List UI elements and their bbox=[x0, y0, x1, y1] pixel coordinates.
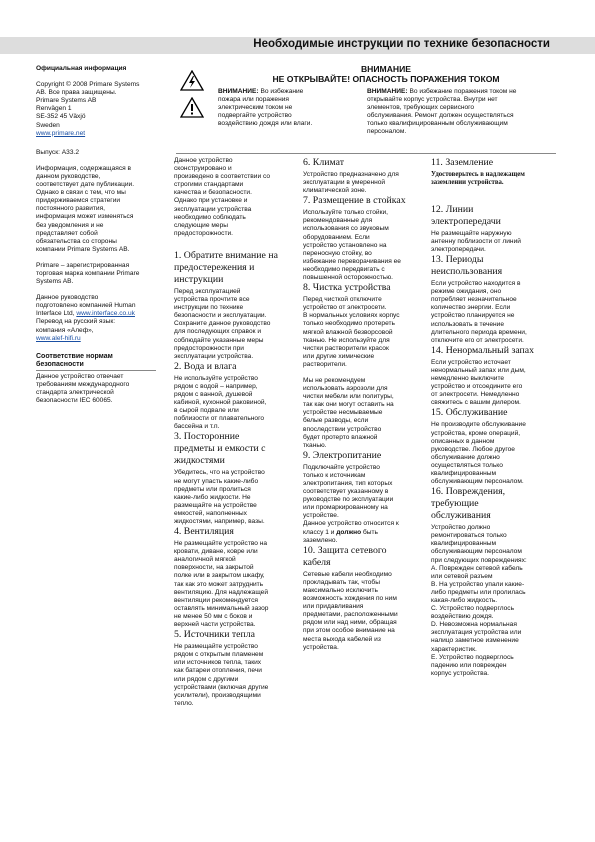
text-line: в сырой подвале или bbox=[174, 407, 239, 415]
text-line: или источников тепла, таких bbox=[174, 659, 262, 667]
prepared-paragraph bbox=[36, 294, 164, 343]
heading-line: неиспользования bbox=[431, 266, 503, 278]
exclamation-warning-icon bbox=[180, 97, 204, 118]
text-line: места выхода кабелей из bbox=[303, 635, 381, 643]
lightning-warning-icon bbox=[180, 70, 204, 91]
section-heading: 8. Чистка устройства bbox=[303, 282, 391, 294]
text-line: какая-либо жидкость. bbox=[431, 597, 498, 604]
text-line: безопасности bbox=[36, 360, 84, 368]
official-info-column bbox=[36, 65, 164, 405]
text-line: Copyright © 2008 Primare Systems bbox=[36, 81, 140, 89]
text-line: потребляет незначительное bbox=[431, 296, 517, 304]
warning-label: ВНИМАНИЕ: bbox=[367, 88, 408, 95]
text-line: или промаркированному на bbox=[303, 504, 388, 512]
text-line: так как они могут оставить на bbox=[303, 401, 394, 409]
text-line: Удостоверьтесь в надлежащем bbox=[431, 171, 525, 178]
text-line: полке или в закрытом шкафу, bbox=[174, 572, 265, 580]
info-paragraph bbox=[36, 165, 164, 254]
text-line: инструкции по технике bbox=[174, 304, 244, 312]
text-line: осуществляться только bbox=[431, 461, 503, 469]
warning-title-line1: ВНИМАНИЕ bbox=[360, 64, 412, 74]
text-line: количество энергии. Если bbox=[431, 304, 511, 312]
text-line: режиме ожидания, оно bbox=[431, 288, 502, 296]
text-line: предметами, расположенными bbox=[303, 611, 398, 619]
release-version: Выпуск: A33.2 bbox=[36, 148, 80, 156]
text-line: пожара или поражения bbox=[218, 96, 289, 104]
section-heading bbox=[174, 431, 294, 467]
text-line: оборудованием. Если bbox=[303, 233, 370, 241]
text-span: быть bbox=[361, 528, 378, 536]
column-3 bbox=[303, 157, 423, 652]
official-info-heading: Официальная информация bbox=[36, 65, 127, 72]
text-line: устройствами (включая другие bbox=[174, 683, 269, 691]
text-line: безопасности и эксплуатации. bbox=[174, 312, 267, 320]
text-line: климатической зоне. bbox=[303, 187, 367, 195]
text-line: Не размещайте устройство bbox=[174, 643, 258, 651]
compliance-paragraph bbox=[36, 373, 164, 405]
section-heading: 9. Электропитание bbox=[303, 449, 382, 461]
warning-left-text bbox=[218, 88, 368, 128]
text-line: сконструировано и bbox=[174, 165, 232, 173]
copyright-block bbox=[36, 81, 164, 138]
section-heading bbox=[431, 486, 557, 522]
heading-line: 1. Обратите внимание на bbox=[174, 249, 278, 261]
text-line: соответствует указанному в bbox=[303, 488, 389, 496]
text-line: воздействию дождя. bbox=[431, 613, 494, 621]
text-line: так как это может затруднить bbox=[174, 580, 264, 588]
heading-line: электропередачи bbox=[431, 215, 501, 227]
text-line: немедленно выключите bbox=[431, 375, 505, 383]
text-line: устройство установлено на bbox=[303, 241, 387, 249]
text-line: воздействию дождя или влаги. bbox=[218, 120, 313, 128]
heading-line: предостережения и bbox=[174, 261, 255, 273]
text-line: использования со звуковым bbox=[303, 225, 389, 233]
text-span: классу 1 и bbox=[303, 528, 337, 536]
text-line: устройства прочтите все bbox=[174, 296, 250, 304]
divider bbox=[36, 370, 156, 371]
section-6 bbox=[303, 157, 423, 195]
text-line: Renvägen 1 bbox=[36, 105, 72, 113]
text-line: растворители. bbox=[303, 360, 347, 368]
section-heading: 11. Заземление bbox=[431, 157, 494, 168]
text-line: С. Устройство подверглось bbox=[431, 605, 515, 613]
text-span: Во избежание bbox=[258, 88, 304, 95]
text-line: вентиляцию. Для надлежащей bbox=[174, 588, 269, 596]
text-line: предосторожности при bbox=[174, 344, 244, 352]
text-line: Е. Устройство подверглось bbox=[431, 653, 514, 661]
text-line: оставлять минимальный зазор bbox=[174, 604, 269, 612]
text-line: эксплуатации в умеренной bbox=[303, 179, 386, 187]
section-heading: 2. Вода и влага bbox=[174, 360, 237, 372]
heading-line: обслуживания bbox=[431, 510, 491, 522]
text-line: устройство планируется не bbox=[431, 312, 515, 320]
text-line: эксплуатация устройства или bbox=[431, 629, 522, 637]
column-2 bbox=[174, 157, 294, 708]
text-line: обслуживание должно bbox=[431, 453, 500, 461]
text-line: В нормальных условиях корпус bbox=[303, 312, 400, 320]
text-line: Primare Systems AB bbox=[36, 97, 97, 105]
text-line: Устройство должно bbox=[431, 524, 491, 532]
text-line: необходимо передвигать с bbox=[303, 265, 385, 273]
section-13 bbox=[431, 254, 557, 345]
text-line: верхней части устройства. bbox=[174, 621, 256, 629]
text-line: рядом или над ними, обращая bbox=[303, 619, 397, 627]
text-line: мягкой влажной безворсовой bbox=[303, 328, 393, 336]
text-line: устройства, кроме операций, bbox=[431, 429, 521, 437]
text-line: использовать аэрозоли для bbox=[303, 385, 388, 393]
section-15 bbox=[431, 407, 557, 486]
text-line: без уведомления и не bbox=[36, 221, 104, 229]
text-line: не менее 50 мм с боков и bbox=[174, 612, 253, 620]
text-line: требованиям международного bbox=[36, 381, 130, 388]
text-line: Данное устройство bbox=[174, 157, 233, 164]
page-title: Необходимые инструкции по технике безопасности bbox=[253, 38, 550, 50]
text-span-bold: должно bbox=[336, 528, 362, 536]
text-span: Во избежание поражения током не bbox=[407, 88, 517, 95]
text-line: Не размещайте наружную bbox=[431, 229, 512, 237]
section-8 bbox=[303, 282, 423, 450]
text-line: прокладывать так, чтобы bbox=[303, 578, 380, 586]
text-line: рядом с ванной, душевой bbox=[174, 390, 253, 398]
text-line: чистки мебели или политуры, bbox=[303, 393, 394, 401]
column-4 bbox=[431, 157, 557, 678]
text-line: D. Невозможна нормальная bbox=[431, 621, 517, 629]
section-heading: 4. Вентиляция bbox=[174, 526, 234, 538]
spacer bbox=[303, 369, 423, 377]
text-line: элементов, требующих сервисного bbox=[367, 104, 475, 112]
section-9 bbox=[303, 450, 423, 545]
text-line: кровати, диване, ковре или bbox=[174, 548, 258, 556]
text-line: компании Primare Systems AB. bbox=[36, 245, 130, 253]
heading-line: жидкостями bbox=[174, 455, 225, 467]
text-line: Sweden bbox=[36, 121, 60, 129]
section-5 bbox=[174, 629, 294, 708]
text-line: максимально исключить bbox=[303, 586, 378, 594]
text-line: жидкостями, например, вазы. bbox=[174, 518, 265, 525]
section-heading: 15. Обслуживание bbox=[431, 407, 508, 419]
text-line: Перед чисткой отключите bbox=[303, 296, 382, 304]
text-line: стандарта электрической bbox=[36, 389, 114, 397]
section-2 bbox=[174, 361, 294, 432]
text-line: эксплуатации устройства bbox=[174, 205, 252, 213]
text-line: Устройство предназначено для bbox=[303, 171, 399, 178]
text-line bbox=[218, 88, 368, 96]
section-1 bbox=[174, 250, 294, 361]
text-line: аналогичной мягкой bbox=[174, 556, 236, 564]
text-line: рекомендованные для bbox=[303, 217, 373, 225]
text-line: тканью. bbox=[303, 441, 327, 449]
section-heading bbox=[174, 250, 294, 286]
section-10 bbox=[303, 545, 423, 652]
text-line: руководстве. Любое другое bbox=[431, 445, 515, 453]
text-line: Перед эксплуатацией bbox=[174, 287, 241, 295]
text-line: налицо заметное изменение bbox=[431, 637, 519, 645]
text-line: Однако в связи с тем, что мы bbox=[36, 189, 126, 197]
text-line: обязательства со стороны bbox=[36, 237, 117, 245]
text-line bbox=[367, 88, 555, 96]
text-line: падению или поврежден bbox=[431, 661, 507, 669]
text-line: соответствует дате публикации. bbox=[36, 181, 135, 189]
text-line: избежание переворачивания ее bbox=[303, 257, 401, 265]
text-line: электрическим током не bbox=[218, 104, 293, 112]
text-line: рядом с открытым пламенем bbox=[174, 651, 264, 659]
text-line: повышенной осторожностью. bbox=[303, 274, 393, 282]
text-line: придерживаемся стратегии bbox=[36, 197, 121, 205]
text-line: описанных в данном bbox=[431, 437, 495, 445]
heading-line: требующие bbox=[431, 498, 479, 510]
text-line: кабиной, кухонной раковиной, bbox=[174, 399, 267, 407]
text-line: длительного периода времени, bbox=[431, 328, 527, 336]
text-line: безопасности IEC 60065. bbox=[36, 397, 113, 405]
warning-title bbox=[216, 64, 556, 84]
text-line: только квалифицированным обслуживающим bbox=[367, 120, 508, 128]
text-line: поверхности, на закрытой bbox=[174, 564, 254, 572]
text-line: Не производите обслуживание bbox=[431, 421, 526, 429]
text-line: устройство и отсоедините его bbox=[431, 383, 523, 391]
text-line: или рядом с другими bbox=[174, 675, 239, 683]
text-line: Данное руководство bbox=[36, 294, 99, 302]
text-line: Подключайте устройство bbox=[303, 463, 380, 471]
heading-line: 12. Линии bbox=[431, 203, 474, 215]
text-line: Перевод на русский язык: bbox=[36, 318, 116, 326]
text-line: только к источникам bbox=[303, 471, 366, 479]
warning-title-line2: НЕ ОТКРЫВАЙТЕ! ОПАСНОСТЬ ПОРАЖЕНИЯ ТОКОМ bbox=[272, 74, 500, 85]
trademark-paragraph bbox=[36, 262, 164, 286]
section-16 bbox=[431, 486, 557, 678]
text-line: данном руководстве, bbox=[36, 172, 101, 180]
section-heading bbox=[431, 254, 557, 278]
text-line: электропередачи. bbox=[431, 246, 486, 253]
text-line: обслуживающим персоналом. bbox=[431, 478, 524, 486]
text-line: руководстве по эксплуатации bbox=[303, 496, 394, 504]
text-line: заземлении устройства. bbox=[431, 179, 504, 187]
text-line: персоналом. bbox=[367, 128, 407, 136]
text-line: Если устройство источает bbox=[431, 358, 511, 366]
text-line: произведено в соответствии со bbox=[174, 173, 271, 181]
text-line: от электросети. Немедленно bbox=[431, 391, 520, 399]
text-line: корпус устройства. bbox=[431, 669, 490, 677]
warning-right-text bbox=[367, 88, 555, 137]
divider bbox=[176, 153, 556, 154]
text-line: белые разводы, если bbox=[303, 417, 369, 425]
text-line: будет протерто влажной bbox=[303, 433, 378, 441]
text-line: Данное устройство отвечает bbox=[36, 372, 124, 380]
text-line: Убедитесь, что на устройство bbox=[174, 469, 265, 477]
text-line: емкостей, наполненных bbox=[174, 509, 247, 517]
text-line: впоследствии устройство bbox=[303, 425, 382, 433]
text-line: Сохраните данное руководство bbox=[174, 320, 271, 328]
text-line: при этом особое внимание на bbox=[303, 627, 395, 635]
text-line: Однако при установке и bbox=[174, 197, 248, 205]
text-line: следующие меры bbox=[174, 221, 228, 229]
section-7 bbox=[303, 195, 423, 282]
text-line: устройстве несмываемые bbox=[303, 409, 383, 417]
text-line: ремонтироваться только bbox=[431, 532, 507, 540]
text-line: или другие химические bbox=[303, 352, 375, 360]
text-line bbox=[303, 529, 423, 537]
text-line: устройства. bbox=[303, 643, 339, 651]
text-line: как батареи отопления, печи bbox=[174, 667, 262, 675]
text-line: не могут упасть какие-либо bbox=[174, 477, 259, 485]
text-line: квалифицированным bbox=[431, 469, 497, 477]
text-line: тепло. bbox=[174, 699, 194, 707]
text-line: Не используйте устройство bbox=[174, 374, 258, 382]
intro-paragraph bbox=[174, 157, 294, 238]
text-line: подготовлено компанией Human bbox=[36, 302, 136, 310]
text-line: либо предметы или пролилась bbox=[431, 588, 526, 596]
section-14 bbox=[431, 345, 557, 408]
heading-line: инструкции bbox=[174, 273, 224, 285]
text-line: переносную стойку, во bbox=[303, 249, 372, 257]
section-heading: 14. Ненормальный запах bbox=[431, 344, 535, 356]
text-line: открывайте корпус устройства. Внутри нет bbox=[367, 96, 498, 104]
text-line: или сетевой разъем bbox=[431, 572, 493, 580]
section-heading bbox=[303, 545, 423, 569]
heading-line: кабеля bbox=[303, 556, 331, 568]
text-span: Interface Ltd, bbox=[36, 310, 77, 318]
text-line: Информация, содержащаяся в bbox=[36, 164, 132, 172]
text-line: подвергайте устройство bbox=[218, 112, 292, 120]
text-line: Сетевые кабели необходимо bbox=[303, 570, 392, 578]
section-heading: 5. Источники тепла bbox=[174, 629, 255, 641]
text-line: Соответствие нормам bbox=[36, 352, 113, 360]
text-line: вентиляции рекомендуется bbox=[174, 596, 258, 604]
text-line: компания «Алеф», bbox=[36, 326, 94, 334]
text-line: SE-352 45 Växjö bbox=[36, 113, 86, 121]
text-line: заземлено. bbox=[303, 536, 338, 544]
text-line: А. Поврежден сетевой кабель bbox=[431, 564, 523, 572]
text-line: антенну поблизости от линий bbox=[431, 237, 521, 245]
text-line: Используйте только стойки, bbox=[303, 209, 388, 217]
text-line: необходимо соблюдать bbox=[174, 213, 246, 221]
text-line: В. На устройство упали какие- bbox=[431, 580, 525, 588]
text-line: ненормальный запах или дым, bbox=[431, 366, 526, 374]
text-line: обслуживания. Ремонт должен осуществляться bbox=[367, 112, 514, 120]
text-line: предосторожности. bbox=[174, 229, 233, 237]
heading-line: предметы и емкости с bbox=[174, 443, 266, 455]
text-line: при следующих повреждениях: bbox=[431, 556, 527, 564]
text-line: предметы или пролиться bbox=[174, 485, 251, 493]
text-line: торговая марка компании Primare bbox=[36, 269, 140, 277]
text-line: соблюдайте указанные меры bbox=[174, 336, 264, 344]
section-heading: 6. Климат bbox=[303, 157, 344, 168]
text-line: представляет собой bbox=[36, 229, 98, 237]
text-line: устройство от электросети. bbox=[303, 304, 387, 312]
primare-link[interactable]: www.primare.net bbox=[36, 129, 86, 137]
text-line: Данное устройство относится к bbox=[303, 520, 399, 528]
text-line: только необходимо протереть bbox=[303, 320, 395, 328]
alef-link[interactable]: www.alef-hifi.ru bbox=[36, 334, 81, 342]
text-line: бассейна и т.п. bbox=[174, 423, 220, 431]
text-line: квалифицированным bbox=[431, 540, 497, 548]
text-line: электропитания, тип которых bbox=[303, 480, 393, 487]
text-line: рядом с водой – например, bbox=[174, 382, 258, 390]
text-line: свяжитесь с вашим дилером. bbox=[431, 399, 521, 407]
text-line: усилители), производящими bbox=[174, 691, 261, 699]
section-11 bbox=[431, 157, 557, 188]
text-line: AB. Все права защищены. bbox=[36, 89, 117, 97]
text-line: обслуживающим персоналом bbox=[431, 548, 522, 556]
text-line: качества и безопасности. bbox=[174, 189, 252, 197]
text-line: постоянного развития, bbox=[36, 205, 106, 213]
text-line: эксплуатации устройства. bbox=[174, 352, 254, 360]
text-line: Systems AB. bbox=[36, 278, 74, 286]
text-line: чистки растворители красок bbox=[303, 344, 389, 352]
interface-link[interactable]: www.interface.co.uk bbox=[76, 310, 135, 318]
text-line: для последующих справок и bbox=[174, 328, 262, 336]
text-line: или придавливания bbox=[303, 603, 364, 611]
section-12 bbox=[431, 204, 557, 254]
section-4 bbox=[174, 526, 294, 629]
text-line: использовать в течение bbox=[431, 320, 505, 328]
text-line: Не размещайте устройство на bbox=[174, 540, 268, 548]
text-line: Мы не рекомендуем bbox=[303, 376, 366, 384]
text-line: возможность хождения по ним bbox=[303, 595, 397, 603]
section-heading: 7. Размещение в стойках bbox=[303, 195, 406, 207]
text-line: строгими стандартами bbox=[174, 181, 244, 189]
text-line: тканью. Не используйте для bbox=[303, 336, 390, 344]
warning-box bbox=[176, 64, 556, 149]
heading-line: 13. Периоды bbox=[431, 254, 484, 266]
text-line: размещайте на устройстве bbox=[174, 501, 257, 509]
text-line: устройстве. bbox=[303, 512, 339, 520]
heading-line: 10. Защита сетевого bbox=[303, 544, 387, 556]
heading-line: 3. Посторонние bbox=[174, 431, 240, 443]
text-line: Если устройство находится в bbox=[431, 280, 521, 288]
text-line: характеристик. bbox=[431, 645, 477, 653]
heading-line: 16. Повреждения, bbox=[431, 486, 506, 498]
text-line: отключите его от электросети. bbox=[431, 336, 524, 344]
section-3 bbox=[174, 431, 294, 526]
section-heading bbox=[431, 204, 557, 228]
text-line: какие-либо жидкости. Не bbox=[174, 493, 251, 501]
warning-label: ВНИМАНИЕ: bbox=[218, 88, 259, 95]
text-line: поблизости от плавательного bbox=[174, 415, 265, 423]
compliance-heading bbox=[36, 353, 164, 369]
text-line: информация может изменяться bbox=[36, 213, 134, 221]
text-line: Primare – зарегистрированная bbox=[36, 261, 130, 269]
